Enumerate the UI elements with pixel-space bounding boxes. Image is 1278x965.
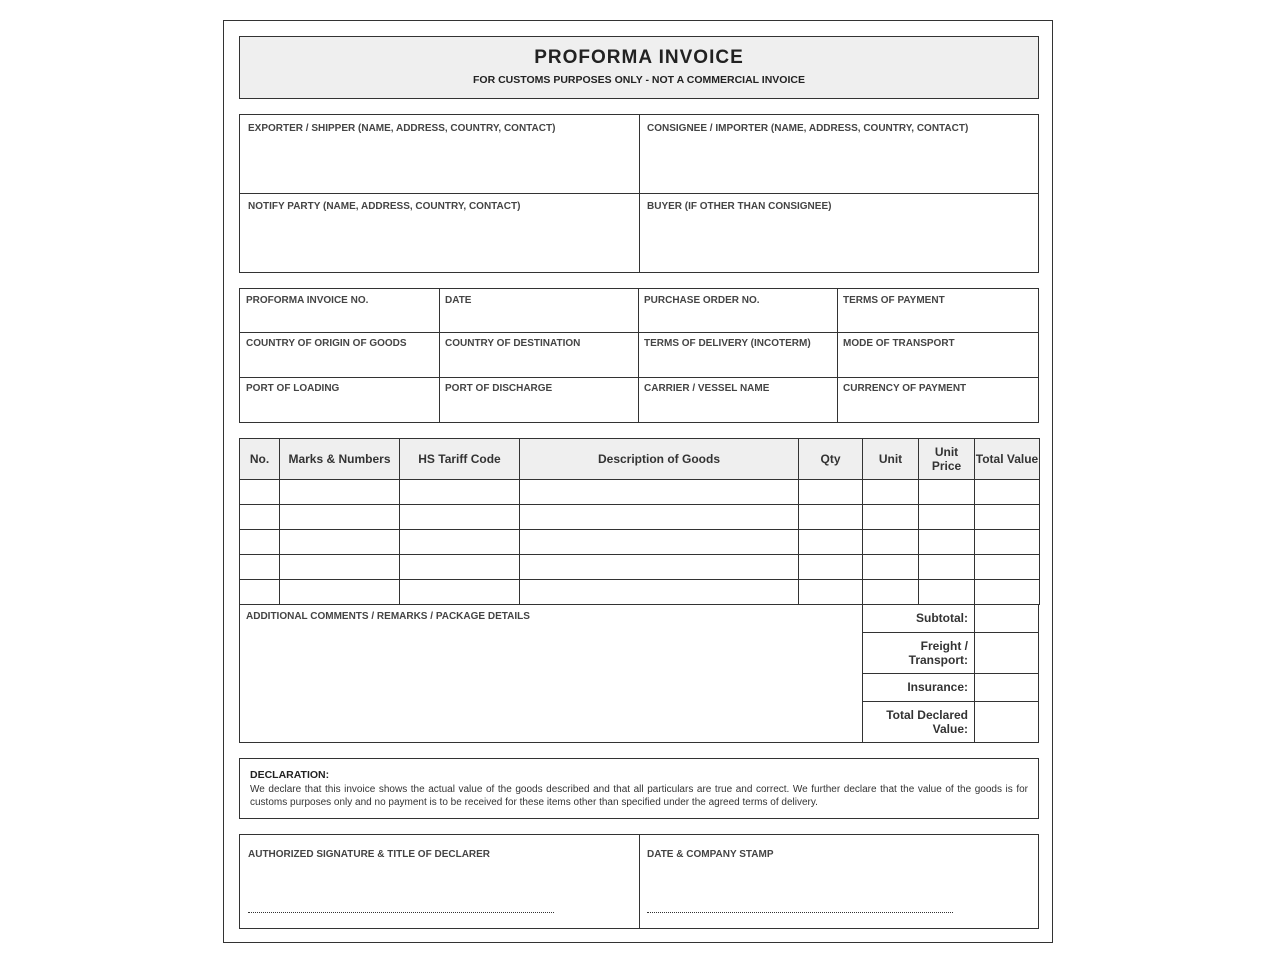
table-cell[interactable] [520, 580, 799, 605]
table-cell[interactable] [975, 530, 1040, 555]
table-cell[interactable] [400, 555, 520, 580]
invoice-number-field[interactable] [240, 289, 440, 333]
table-cell[interactable] [975, 505, 1040, 530]
column-header-no: No. [240, 439, 280, 480]
table-cell[interactable] [520, 505, 799, 530]
insurance-row [862, 673, 1039, 702]
table-cell[interactable] [863, 555, 919, 580]
comments-field[interactable] [239, 604, 863, 743]
table-row [240, 480, 1040, 505]
buyer-field[interactable] [639, 193, 1038, 272]
subtotal-value[interactable] [974, 604, 1039, 633]
terms-of-payment-field[interactable] [837, 289, 1038, 333]
terms-of-delivery-field[interactable] [638, 332, 838, 378]
detail-label: PROFORMA INVOICE NO. [246, 295, 369, 306]
detail-label: MODE OF TRANSPORT [843, 338, 955, 349]
subtotal-row [862, 604, 1039, 633]
table-cell[interactable] [240, 555, 280, 580]
stamp-line [647, 912, 953, 913]
detail-label: COUNTRY OF DESTINATION [445, 338, 581, 349]
parties-section [239, 114, 1039, 273]
mode-of-transport-field[interactable] [837, 332, 1038, 378]
total-declared-label: Total Declared Value: [862, 701, 975, 743]
freight-label: Freight / Transport: [862, 632, 975, 674]
detail-label: PORT OF LOADING [246, 383, 340, 394]
date-stamp-label: DATE & COMPANY STAMP [647, 849, 774, 860]
table-cell[interactable] [799, 530, 863, 555]
consignee-label: CONSIGNEE / IMPORTER (NAME, ADDRESS, COUNTRY, CONTACT) [647, 123, 969, 134]
subtotal-label: Subtotal: [862, 604, 975, 633]
declaration-section [239, 758, 1039, 819]
detail-label: TERMS OF PAYMENT [843, 295, 945, 306]
table-row [240, 580, 1040, 605]
table-cell[interactable] [240, 530, 280, 555]
column-header-total-value: Total Value [975, 439, 1040, 480]
table-cell[interactable] [280, 480, 400, 505]
goods-header-row [240, 439, 1040, 480]
column-header-marks: Marks & Numbers [280, 439, 400, 480]
table-cell[interactable] [975, 480, 1040, 505]
table-cell[interactable] [975, 580, 1040, 605]
table-cell[interactable] [919, 580, 975, 605]
table-cell[interactable] [520, 480, 799, 505]
total-declared-value[interactable] [974, 701, 1039, 743]
detail-label: TERMS OF DELIVERY (INCOTERM) [644, 338, 811, 349]
page-subtitle: FOR CUSTOMS PURPOSES ONLY - NOT A COMMERCIAL INVOICE [473, 74, 805, 86]
exporter-field[interactable] [240, 115, 640, 194]
column-header-unit: Unit [863, 439, 919, 480]
date-field[interactable] [439, 289, 639, 333]
port-of-loading-field[interactable] [240, 377, 440, 422]
proforma-invoice-form [223, 20, 1053, 943]
table-cell[interactable] [400, 530, 520, 555]
invoice-header [239, 36, 1039, 99]
table-cell[interactable] [400, 505, 520, 530]
exporter-label: EXPORTER / SHIPPER (NAME, ADDRESS, COUNTRY, CONTACT) [248, 123, 556, 134]
table-cell[interactable] [919, 505, 975, 530]
currency-of-payment-field[interactable] [837, 377, 1038, 422]
table-row [240, 530, 1040, 555]
purchase-order-field[interactable] [638, 289, 838, 333]
detail-label: DATE [445, 295, 472, 306]
total-declared-row [862, 701, 1039, 743]
freight-row [862, 632, 1039, 674]
table-cell[interactable] [799, 480, 863, 505]
table-cell[interactable] [280, 555, 400, 580]
table-cell[interactable] [863, 480, 919, 505]
consignee-field[interactable] [639, 115, 1038, 194]
table-cell[interactable] [863, 580, 919, 605]
signature-label: AUTHORIZED SIGNATURE & TITLE OF DECLARER [248, 849, 491, 860]
country-of-destination-field[interactable] [439, 332, 639, 378]
buyer-label: BUYER (IF OTHER THAN CONSIGNEE) [647, 201, 832, 212]
table-cell[interactable] [240, 580, 280, 605]
date-stamp-field[interactable] [639, 835, 1038, 928]
detail-label: PORT OF DISCHARGE [445, 383, 553, 394]
insurance-value[interactable] [974, 673, 1039, 702]
column-header-qty: Qty [799, 439, 863, 480]
column-header-description: Description of Goods [520, 439, 799, 480]
table-cell[interactable] [520, 555, 799, 580]
table-cell[interactable] [863, 505, 919, 530]
table-cell[interactable] [799, 580, 863, 605]
comments-label: ADDITIONAL COMMENTS / REMARKS / PACKAGE DETAILS [246, 611, 530, 622]
table-cell[interactable] [919, 530, 975, 555]
table-row [240, 505, 1040, 530]
table-cell[interactable] [280, 505, 400, 530]
detail-label: PURCHASE ORDER NO. [644, 295, 760, 306]
table-cell[interactable] [799, 505, 863, 530]
table-cell[interactable] [919, 555, 975, 580]
table-cell[interactable] [280, 580, 400, 605]
goods-table [239, 438, 1040, 605]
table-cell[interactable] [863, 530, 919, 555]
table-cell[interactable] [400, 480, 520, 505]
authorized-signature-field[interactable] [240, 835, 640, 928]
detail-label: COUNTRY OF ORIGIN OF GOODS [246, 338, 407, 349]
totals-section [862, 604, 1039, 743]
country-of-origin-field[interactable] [240, 332, 440, 378]
table-cell[interactable] [520, 530, 799, 555]
notify-party-label: NOTIFY PARTY (NAME, ADDRESS, COUNTRY, CONTACT) [248, 201, 521, 212]
port-of-discharge-field[interactable] [439, 377, 639, 422]
column-header-unit-price: Unit Price [919, 439, 975, 480]
detail-label: CURRENCY OF PAYMENT [843, 383, 967, 394]
table-cell[interactable] [240, 480, 280, 505]
signature-section [239, 834, 1039, 929]
signature-line [248, 912, 554, 913]
freight-value[interactable] [974, 632, 1039, 674]
table-cell[interactable] [240, 505, 280, 530]
table-cell[interactable] [280, 530, 400, 555]
page-title: PROFORMA INVOICE [534, 47, 744, 68]
detail-label: CARRIER / VESSEL NAME [644, 383, 770, 394]
table-cell[interactable] [799, 555, 863, 580]
shipment-details-section [239, 288, 1039, 423]
declaration-title: DECLARATION: [250, 769, 330, 781]
table-cell[interactable] [975, 555, 1040, 580]
table-cell[interactable] [919, 480, 975, 505]
insurance-label: Insurance: [862, 673, 975, 702]
column-header-hs-code: HS Tariff Code [400, 439, 520, 480]
table-cell[interactable] [400, 580, 520, 605]
notify-party-field[interactable] [240, 193, 640, 272]
carrier-vessel-field[interactable] [638, 377, 838, 422]
declaration-text: We declare that this invoice shows the actual value of the goods described and that all particulars are true and correct. We further declare that the value of the goods is for customs purposes only and no payment is to be received for these items other than specified under the agreed terms of delivery. [250, 784, 1028, 808]
table-row [240, 555, 1040, 580]
